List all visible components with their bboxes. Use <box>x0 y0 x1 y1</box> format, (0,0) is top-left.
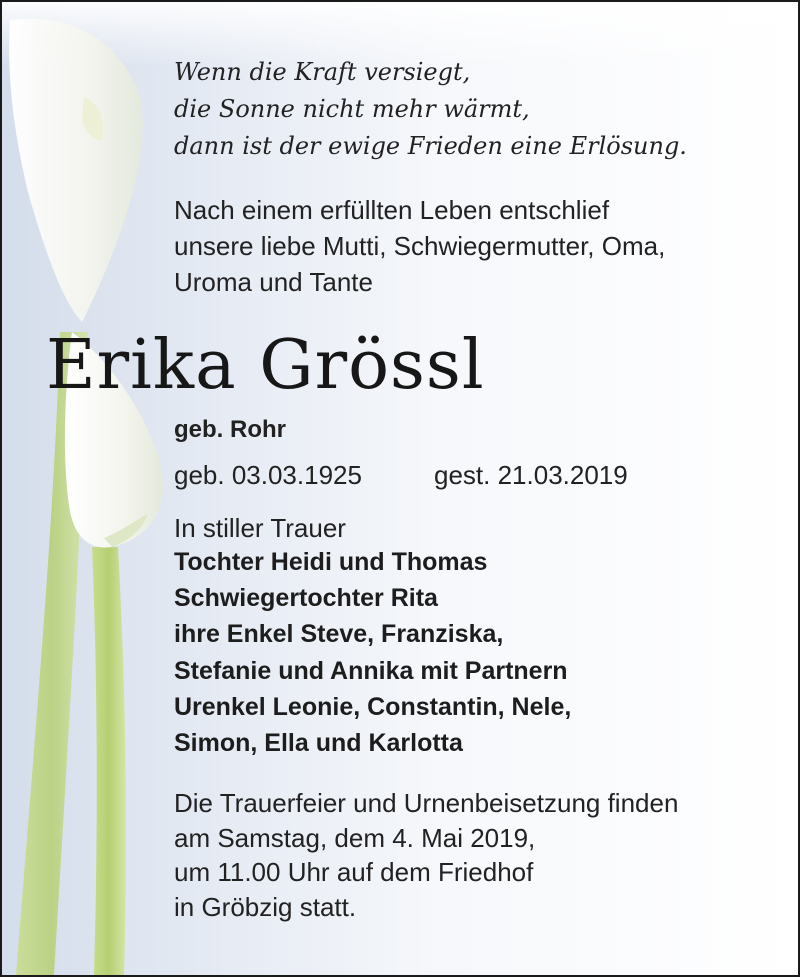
mourner-line: ihre Enkel Steve, Franziska, <box>174 620 504 649</box>
service-line: in Gröbzig statt. <box>174 891 357 922</box>
mourners-list <box>174 544 774 761</box>
service-info <box>174 786 784 924</box>
service-line: am Samstag, dem 4. Mai 2019, <box>174 822 536 853</box>
mourner-line: Stefanie und Annika mit Partnern <box>174 656 568 685</box>
deceased-name: Erika Grössl <box>46 326 485 405</box>
mourning-label: In stiller Trauer <box>174 513 346 543</box>
verse-line: dann ist der ewige Frieden eine Erlösung. <box>174 132 687 160</box>
memorial-verse <box>174 54 784 165</box>
maiden-name: geb. Rohr <box>174 416 286 443</box>
verse-line: Wenn die Kraft versiegt, <box>174 58 471 86</box>
mourner-line: Simon, Ella und Karlotta <box>174 729 463 758</box>
announcement-line: Uroma und Tante <box>174 267 373 297</box>
mourner-line: Urenkel Leonie, Constantin, Nele, <box>174 692 572 721</box>
service-line: um 11.00 Uhr auf dem Friedhof <box>174 857 534 887</box>
announcement-line: Nach einem erfüllten Leben entschlief <box>174 195 610 225</box>
announcement-line: unsere liebe Mutti, Schwiegermutter, Oma, <box>174 231 666 261</box>
birth-date: geb. 03.03.1925 <box>174 460 362 490</box>
mourner-line: Tochter Heidi und Thomas <box>174 548 488 576</box>
verse-line: die Sonne nicht mehr wärmt, <box>174 95 530 123</box>
service-line: Die Trauerfeier und Urnenbeisetzung finden <box>174 788 679 818</box>
death-date: gest. 21.03.2019 <box>434 460 628 490</box>
announcement-text <box>174 192 774 300</box>
mourner-line: Schwiegertochter Rita <box>174 584 438 613</box>
